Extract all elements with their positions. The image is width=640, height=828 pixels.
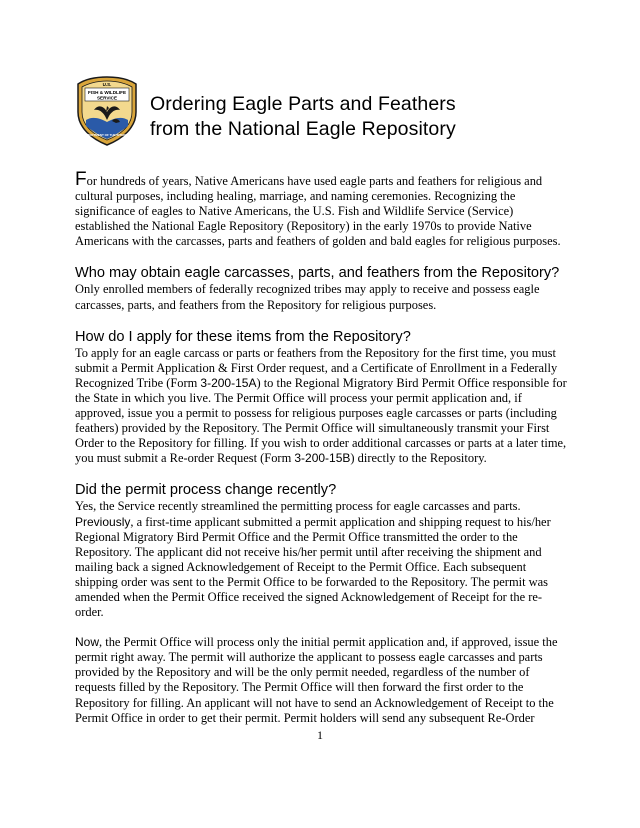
previously-word: Previously: [75, 514, 131, 529]
title-line-1: Ordering Eagle Parts and Feathers: [150, 93, 456, 115]
how-text-a: To apply for an eagle carcass or parts or feathers from the Repository for the first time, you must submit a Permit Application & First Order request, and a Certificate of Enrollment in a Federally Recognized Tribe (Form: [75, 345, 558, 390]
usfws-logo: [76, 76, 138, 146]
intro-text: or hundreds of years, Native Americans have used eagle parts and feathers for religious and cultural purposes, including healing, marriage, and naming ceremonies. Recognizing the significance of eagles to Native Americans, the U.S. Fish and Wildlife Service (Service) established the National Eagle Repository (Repository) in the early 1970s to provide Native Americans with the carcasses, parts and feathers of golden and bald eagles for religious purposes.: [75, 174, 561, 249]
who-heading: Who may obtain eagle carcasses, parts, and feathers from the Repository?: [75, 265, 560, 282]
how-text-b: ) to the Regional Migratory Bird Permit Office responsible for the State in which you live. The Permit Office will process your permit application and, if approved, issue you a permit to possess for religious purposes eagle carcasses or parts (including feathers) provided by the Repository. The Permit Office will simultaneously transmit your First Order to the Repository for filling. If you wish to order additional carcasses or parts at a later time, you must submit a Re-order Request (Form: [75, 375, 567, 466]
now-text: , the Permit Office will process only the initial permit application and, if approved, issue the permit right away. The permit will authorize the applicant to possess eagle carcasses and parts provided by the Repository and will be the only permit needed, regardless of the number of requests filled by the Repository. The Permit Office will then forward the first order to the Repository for filling. An applicant will not have to send an Acknowledgement of Receipt to the Permit Office in order to get their permit. Permit holders will send any subsequent Re-Order: [75, 635, 558, 725]
how-text-c: ) directly to the Repository.: [350, 451, 487, 466]
logo-line1: FISH & WILDLIFE: [87, 90, 127, 95]
form-number-15a: 3-200-15A: [200, 375, 257, 390]
change-paragraph: [75, 499, 567, 620]
page-number: 1: [317, 728, 323, 742]
change-text-a: Yes, the Service recently streamlined the permitting process for eagle carcasses and parts.: [75, 499, 521, 514]
how-paragraph: [75, 346, 567, 467]
document-body: [75, 169, 567, 726]
form-number-15b: 3-200-15B: [294, 451, 351, 466]
logo-top-text: U.S.: [102, 82, 112, 87]
logo-bottom-text: DEPARTMENT OF THE INTERIOR: [83, 133, 131, 137]
now-word: Now: [75, 635, 100, 650]
how-heading: How do I apply for these items from the Repository?: [75, 328, 411, 345]
drop-cap: F: [75, 169, 87, 190]
change-heading: Did the permit process change recently?: [75, 482, 337, 499]
who-text: Only enrolled members of federally recognized tribes may apply to receive and possess eagle carcasses, parts, and feathers from the Repository for religious purposes.: [75, 282, 540, 312]
change-text-b: , a first-time applicant submitted a permit application and shipping request to his/her Regional Migratory Bird Permit Office and the Permit Office transmitted the order to the Repository. The applicant did not receive his/her permit until after receiving the shipment and mailing back a signed Acknowledgement of Receipt to the Permit Office. Each subsequent shipping order was sent to the Permit Office to be forwarded to the Repository. The permit was amended when the Permit Office received the signed Acknowledgement of Receipt for the re-order.: [75, 514, 551, 620]
intro-paragraph: [75, 169, 567, 249]
now-paragraph: [75, 635, 567, 726]
title-line-2: from the National Eagle Repository: [150, 118, 456, 140]
page-title: [150, 92, 456, 142]
logo-line2: SERVICE: [96, 95, 118, 101]
